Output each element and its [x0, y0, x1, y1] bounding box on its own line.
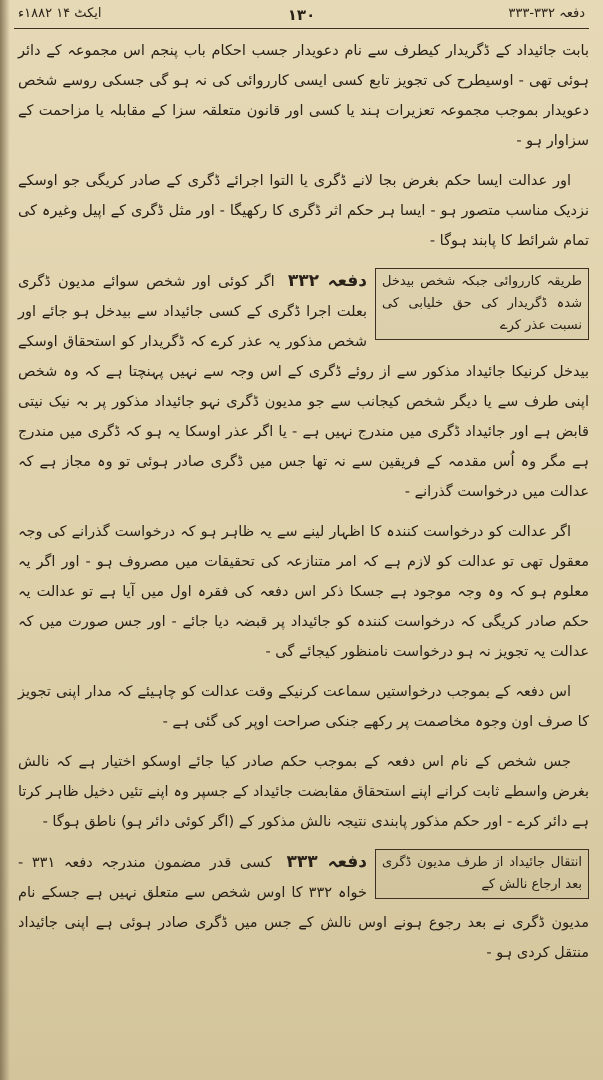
paragraph-court-order: اور عدالت ایسا حکم بغرض بجا لانے ڈگری یا التوا اجرائے ڈگری کے صادر کریگی جو اوسکے نزدیک مناسب متصور ہو - ایسا ہر حکم اثر ڈگری کا رکھیگا - اور مثل ڈگری کے اپیل وغیرہ کی تمام شرائط کا پابند ہوگا -: [18, 173, 589, 249]
paragraph-continued: بابت جائیداد کے ڈگریدار کیطرف سے نام دعویدار جسب احکام باب پنجم اس مجموعہ کے دائر ہوئی تھی - اوسیطرح کی تجویز تابع کسی ایسی کارروائی کی نہ ہو گی جسکی روسے شخص دعویدار بموجب مجموعہ تعزیرات ہند یا کسی اور قانون متعلقہ سزا کے مقابلہ یا مزاحمت کے سزاوار ہو -: [18, 43, 589, 149]
page-number: ۱۳۰: [287, 6, 316, 24]
marginal-note-332: طریقہ کارروائی جبکہ شخص بیدخل شدہ ڈگریدار کی حق خلیابی کی نسبت عذر کرے: [375, 268, 589, 340]
page-binding-shadow: [0, 0, 10, 1080]
section-332-para-2: اگر عدالت کو درخواست کنندہ کا اظہار لینے سے یہ ظاہر ہو کہ درخواست گذرانے کی وجہ معقول تھی تو عدالت کو لازم ہے کہ امر متنازعہ کی تحقیقات میں مصروف ہو - اور اگر یہ معلوم ہو کہ وہ وجہ موجود ہے جسکا ذکر اس دفعہ کی فقرہ اول میں آیا ہے تو عدالت یہ حکم صادر کریگی کہ درخواست کنندہ کو جائیداد پر قبضہ دیا جائے - اور جس صورت میں کہ عدالت یہ تجویز نہ ہو درخواست نامنظور کیجائے گی -: [18, 524, 589, 660]
page-header: [18, 6, 585, 26]
section-333-text-1: کسی قدر مضمون مندرجہ دفعہ ۳۳۱ - خواہ ۳۳۲ کا اوس شخص سے متعلق نہیں ہے جسکے نام مدیون ڈگری نے بعد رجوع ہونے اوس نالش کے جس میں ڈگری صادر ہوئی ہے اپنی جائیداد منتقل کردی ہو -: [18, 855, 589, 961]
section-332-text-1: اگر کوئی اور شخص سوائے مدیون ڈگری بعلت اجرا ڈگری کے کسی جائیداد سے بیدخل ہو جائے اور شخص مذکور یہ عذر کرے کہ ڈگریدار کو استحقاق اوسکے بیدخل کرنیکا جائیداد مذکور سے از روئے ڈگری کے اس وجہ سے نہیں پہنچتا ہے کہ وہ شخص اپنی طرف سے یا دیگر شخص کیجانب سے جو مدیون ڈگری نہو جائیداد مذکور پر بہ نیک نیتی قابض ہے اور جائیداد ڈگری میں مندرج نہیں ہے - یا اگر عذر اوسکا یہ ہو کہ ڈگری میں مندرج ہے مگر وہ اُس مقدمہ کے فریقین سے نہ تھا جس میں ڈگری صادر ہوئی تو وہ مجاز ہے کہ عدالت میں درخواست گذرانے -: [18, 274, 589, 500]
section-332-heading: دفعہ ۳۳۲: [287, 271, 368, 291]
section-333-heading: دفعہ ۳۳۳: [286, 852, 367, 872]
header-section-range: دفعہ ۳۳۲-۳۳۳: [508, 6, 585, 21]
header-act-title: ایکٹ ۱۴ ۱۸۸۲ء: [18, 6, 102, 21]
page-body: [18, 36, 589, 1072]
section-332-para-3: اس دفعہ کے بموجب درخواستیں سماعت کرنیکے وقت عدالت کو چاہیئے کہ مدار اپنی تجویز کا صرف اون وجوہ مخاصمت پر رکھے جنکی صراحت اوپر کی گئی ہے -: [18, 684, 589, 730]
header-rule: [14, 28, 589, 29]
section-332-para-4: جس شخص کے نام اس دفعہ کے بموجب حکم صادر کیا جائے اوسکو اختیار ہے کہ نالش بغرض واسطے ثابت کرانے اپنے استحقاق مقابضت جائیداد کے جسپر وہ اپنے تئیں دخیل ظاہر کرتا ہے دائر کرے - اور حکم مذکور پابندی نتیجہ نالش مذکور کے (اگر کوئی دائر ہو) ناطق ہوگا -: [18, 754, 589, 830]
marginal-note-333: انتقال جائیداد از طرف مدیون ڈگری بعد ارجاع نالش کے: [375, 849, 589, 899]
